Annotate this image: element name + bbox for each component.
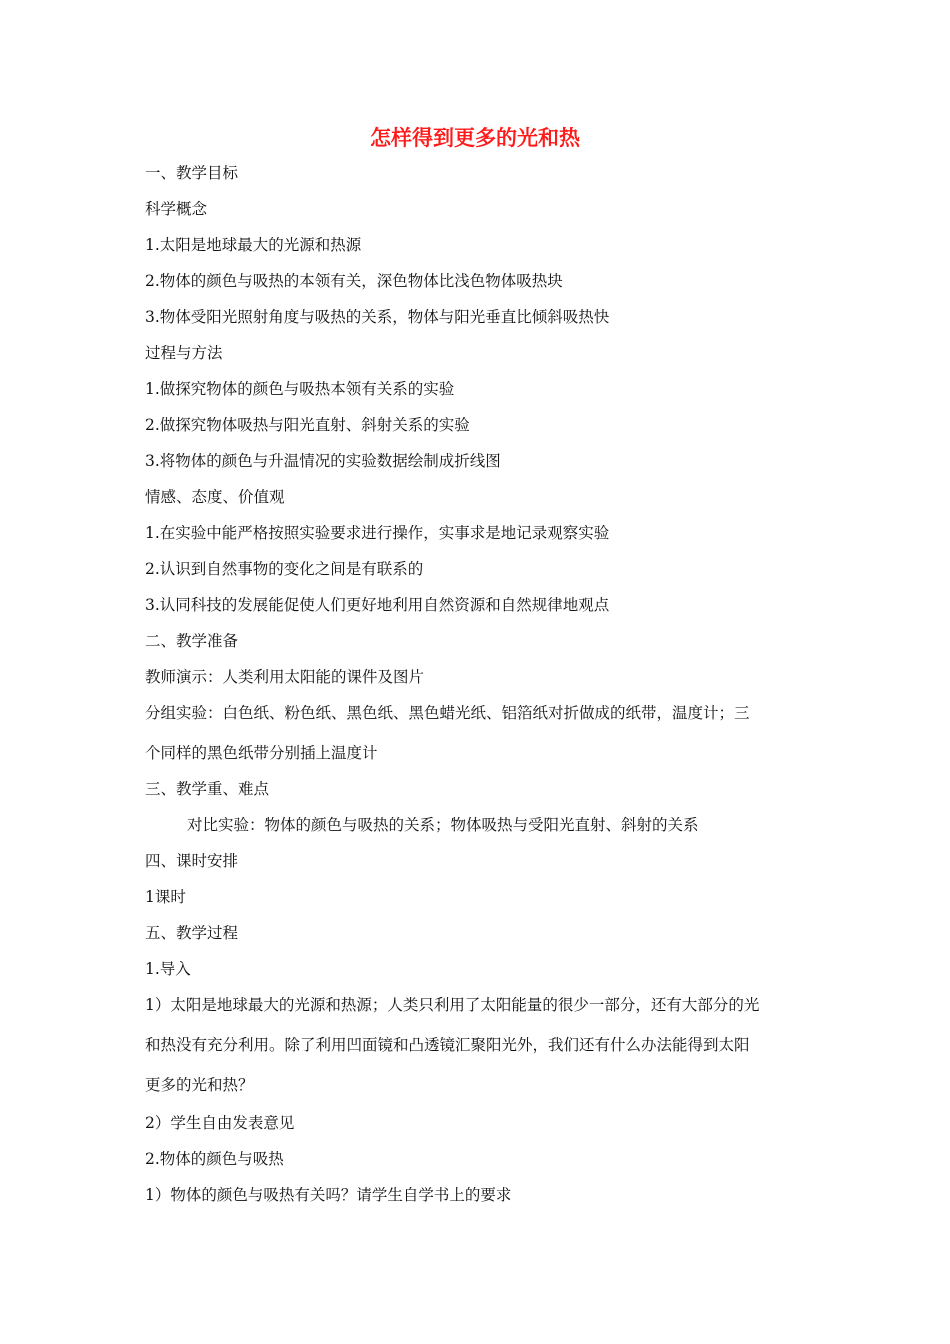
section-heading-process: 五、教学过程 [145,924,239,942]
paragraph-line: 和热没有充分利用。除了利用凹面镜和凸透镜汇聚阳光外，我们还有什么办法能得到太阳 [145,1036,750,1054]
paragraph-line: 2.物体的颜色与吸热的本领有关，深色物体比浅色物体吸热块 [145,272,563,290]
subheading-process-methods: 过程与方法 [145,344,223,362]
paragraph-line: 1）太阳是地球最大的光源和热源；人类只利用了太阳能量的很少一部分，还有大部分的光 [145,996,760,1014]
paragraph-line: 对比实验：物体的颜色与吸热的关系；物体吸热与受阳光直射、斜射的关系 [187,816,699,834]
section-heading-schedule: 四、课时安排 [145,852,239,870]
paragraph-line: 教师演示：人类利用太阳能的课件及图片 [145,668,425,686]
paragraph-line: 1.在实验中能严格按照实验要求进行操作，实事求是地记录观察实验 [145,524,610,542]
paragraph-line: 2.认识到自然事物的变化之间是有联系的 [145,560,424,578]
paragraph-line: 分组实验：白色纸、粉色纸、黑色纸、黑色蜡光纸、铝箔纸对折做成的纸带，温度计；三 [145,704,750,722]
section-heading-objectives: 一、教学目标 [145,164,239,182]
paragraph-line: 2.做探究物体吸热与阳光直射、斜射关系的实验 [145,416,470,434]
paragraph-line: 3.将物体的颜色与升温情况的实验数据绘制成折线图 [145,452,501,470]
paragraph-line: 3.物体受阳光照射角度与吸热的关系，物体与阳光垂直比倾斜吸热快 [145,308,610,326]
paragraph-line: 更多的光和热？ [145,1076,254,1094]
subheading-introduction: 1.导入 [145,960,191,978]
paragraph-line: 2）学生自由发表意见 [145,1114,295,1132]
paragraph-line: 3.认同科技的发展能促使人们更好地利用自然资源和自然规律地观点 [145,596,610,614]
section-heading-preparation: 二、教学准备 [145,632,239,650]
subheading-color-and-heat: 2.物体的颜色与吸热 [145,1150,284,1168]
paragraph-line: 1）物体的颜色与吸热有关吗？请学生自学书上的要求 [145,1186,512,1204]
paragraph-line: 个同样的黑色纸带分别插上温度计 [145,744,378,762]
subheading-attitudes-values: 情感、态度、价值观 [145,488,285,506]
subheading-science-concepts: 科学概念 [145,200,208,218]
paragraph-line: 1.做探究物体的颜色与吸热本领有关系的实验 [145,380,455,398]
paragraph-line: 1课时 [145,888,186,906]
paragraph-line: 1.太阳是地球最大的光源和热源 [145,236,362,254]
document-title: 怎样得到更多的光和热 [370,125,580,150]
section-heading-key-points: 三、教学重、难点 [145,780,270,798]
